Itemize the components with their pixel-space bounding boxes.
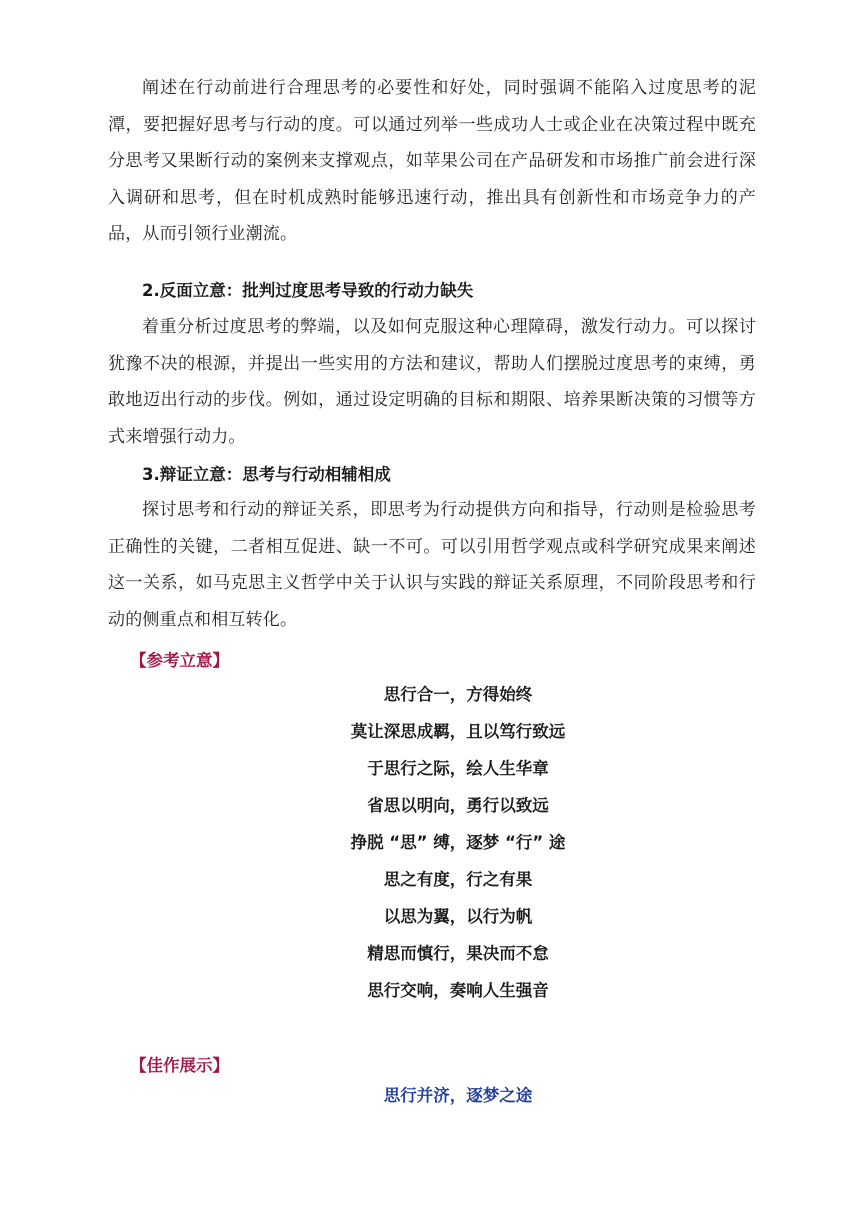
reference-title: 以思为翼，以行为帆	[383, 907, 533, 926]
essay-title: 思行并济，逐梦之途	[383, 1086, 533, 1105]
reference-title: 莫让深思成羁，且以笃行致远	[350, 722, 566, 741]
section-2-paragraph: 着重分析过度思考的弊端，以及如何克服这种心理障碍，激发行动力。可以探讨犹豫不决的根源，并提出一些实用的方法和建议，帮助人们摆脱过度思考的束缚，勇敢地迈出行动的步伐。例如，通过设定明确的目标和期限、培养果断决策的习惯等方式来增强行动力。	[108, 317, 756, 447]
section-2-heading: 2.反面立意：批判过度思考导致的行动力缺失	[142, 281, 474, 300]
reference-title: 思之有度，行之有果	[383, 870, 533, 889]
section-3-heading: 3.辩证立意：思考与行动相辅相成	[142, 465, 391, 484]
reference-title: 省思以明向，勇行以致远	[367, 796, 549, 815]
showcase-section-label: 【佳作展示】	[130, 1056, 229, 1075]
reference-title: 挣脱 “思” 缚，逐梦 “行” 途	[350, 833, 566, 852]
intro-paragraph: 阐述在行动前进行合理思考的必要性和好处，同时强调不能陷入过度思考的泥潭，要把握好思考与行动的度。可以通过列举一些成功人士或企业在决策过程中既充分思考又果断行动的案例来支撑观点，如苹果公司在产品研发和市场推广前会进行深入调研和思考，但在时机成熟时能够迅速行动，推出具有创新性和市场竞争力的产品，从而引领行业潮流。	[108, 78, 756, 244]
reference-title: 思行交响，奏响人生强音	[367, 981, 549, 1000]
reference-title: 思行合一，方得始终	[383, 685, 533, 704]
reference-title: 精思而慎行，果决而不怠	[367, 944, 549, 963]
reference-title-list	[108, 676, 808, 1009]
reference-title: 于思行之际，绘人生华章	[367, 759, 549, 778]
reference-section-label: 【参考立意】	[130, 651, 229, 670]
section-3-paragraph: 探讨思考和行动的辩证关系，即思考为行动提供方向和指导，行动则是检验思考正确性的关键，二者相互促进、缺一不可。可以引用哲学观点或科学研究成果来阐述这一关系，如马克思主义哲学中关于认识与实践的辩证关系原理，不同阶段思考和行动的侧重点和相互转化。	[108, 500, 756, 630]
